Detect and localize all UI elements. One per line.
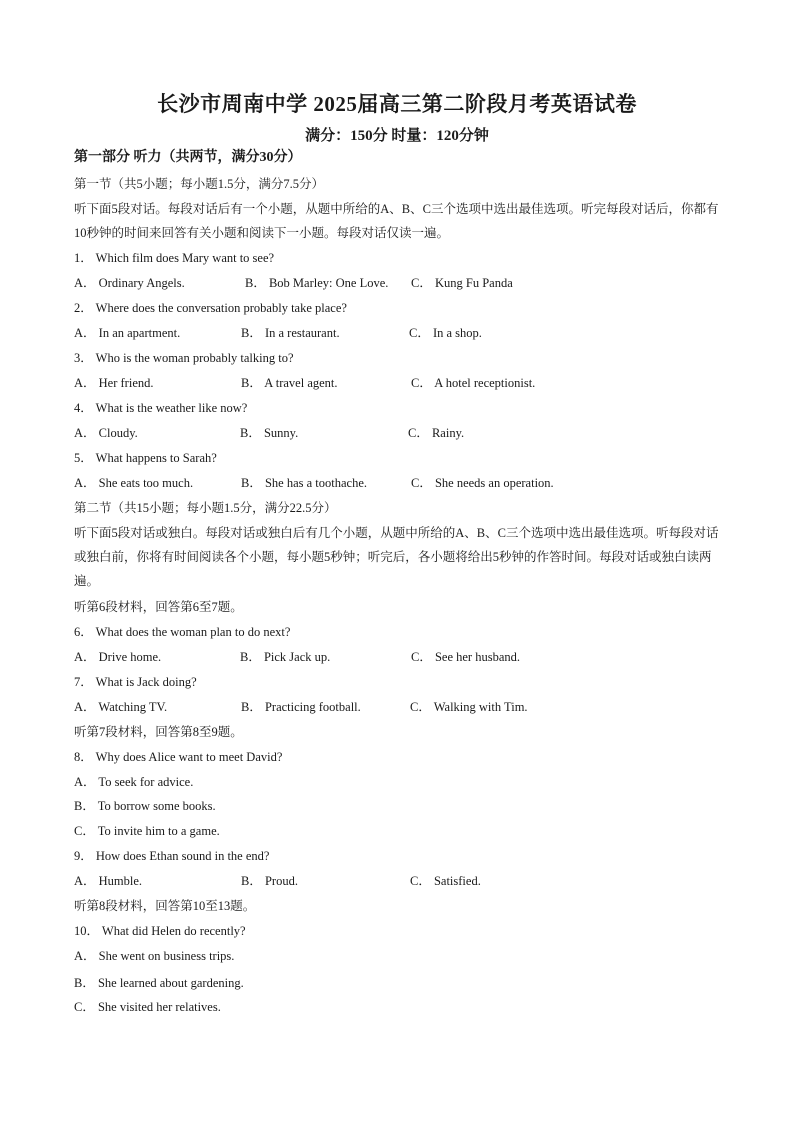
- question-8: 8． Why does Alice want to meet David?: [74, 750, 283, 764]
- q5-option-b: B． She has a toothache.: [241, 476, 368, 490]
- q6-option-c: C． See her husband.: [411, 650, 521, 664]
- q7-option-c: C． Walking with Tim.: [410, 700, 528, 714]
- material-6-note: 听第6段材料，回答第6至7题。: [74, 600, 243, 614]
- q2-option-b: B． In a restaurant.: [241, 326, 340, 340]
- section2-heading: 第二节（共15小题；每小题1.5分，满分22.5分）: [74, 501, 337, 515]
- question-9: 9． How does Ethan sound in the end?: [74, 849, 270, 863]
- q6-option-b: B． Pick Jack up.: [240, 650, 331, 664]
- q6-option-a: A． Drive home.: [74, 650, 162, 664]
- q5-option-c: C． She needs an operation.: [411, 476, 554, 490]
- q1-option-b: B． Bob Marley: One Love.: [245, 276, 389, 290]
- question-3: 3． Who is the woman probably talking to?: [74, 351, 294, 365]
- q5-option-a: A． She eats too much.: [74, 476, 194, 490]
- section1-instructions: 听下面5段对话。每段对话后有一个小题，从题中所给的A、B、C三个选项中选出最佳选项。听完每段对话后，你都有10秒钟的时间来回答有关小题和阅读下一小题。每段对话仅读一遍。: [74, 202, 719, 240]
- q4-option-a: A． Cloudy.: [74, 426, 138, 440]
- section1-heading: 第一节（共5小题；每小题1.5分，满分7.5分）: [74, 177, 325, 191]
- question-2: 2． Where does the conversation probably take place?: [74, 301, 347, 315]
- q1-option-c: C． Kung Fu Panda: [411, 276, 513, 290]
- q10-option-a: A． She went on business trips.: [74, 949, 235, 963]
- q1-option-a: A． Ordinary Angels.: [74, 276, 185, 290]
- question-5: 5． What happens to Sarah?: [74, 451, 217, 465]
- q3-option-a: A． Her friend.: [74, 376, 154, 390]
- q9-option-a: A． Humble.: [74, 874, 143, 888]
- question-1: 1． Which film does Mary want to see?: [74, 251, 275, 265]
- q10-option-c: C． She visited her relatives.: [74, 1000, 221, 1014]
- q8-option-a: A． To seek for advice.: [74, 775, 194, 789]
- material-8-note: 听第8段材料，回答第10至13题。: [74, 899, 256, 913]
- material-7-note: 听第7段材料，回答第8至9题。: [74, 725, 243, 739]
- question-7: 7． What is Jack doing?: [74, 675, 197, 689]
- page-title: 长沙市周南中学 2025届高三第二阶段月考英语试卷: [157, 92, 637, 116]
- q10-option-b: B． She learned about gardening.: [74, 976, 244, 990]
- q4-option-c: C． Rainy.: [408, 426, 465, 440]
- q9-option-b: B． Proud.: [241, 874, 298, 888]
- part1-heading: 第一部分 听力（共两节，满分30分）: [74, 150, 302, 165]
- q2-option-c: C． In a shop.: [409, 326, 482, 340]
- q3-option-b: B． A travel agent.: [241, 376, 338, 390]
- q3-option-c: C． A hotel receptionist.: [411, 376, 536, 390]
- score-time-info: 满分：150分 时量：120分钟: [305, 128, 489, 144]
- section2-instructions: 听下面5段对话或独白。每段对话或独白后有几个小题，从题中所给的A、B、C三个选项中选出最佳选项。听每段对话或独白前，你将有时间阅读各个小题，每小题5秒钟；听完后，各小题将给出5秒钟的作答时间。每段对话或独白读两遍。: [74, 526, 719, 588]
- q8-option-b: B． To borrow some books.: [74, 799, 216, 813]
- q7-option-b: B． Practicing football.: [241, 700, 361, 714]
- question-10: 10． What did Helen do recently?: [74, 924, 246, 938]
- question-6: 6． What does the woman plan to do next?: [74, 625, 291, 639]
- q9-option-c: C． Satisfied.: [410, 874, 481, 888]
- q7-option-a: A． Watching TV.: [74, 700, 168, 714]
- q4-option-b: B． Sunny.: [240, 426, 299, 440]
- question-4: 4． What is the weather like now?: [74, 401, 248, 415]
- q2-option-a: A． In an apartment.: [74, 326, 181, 340]
- q8-option-c: C． To invite him to a game.: [74, 824, 220, 838]
